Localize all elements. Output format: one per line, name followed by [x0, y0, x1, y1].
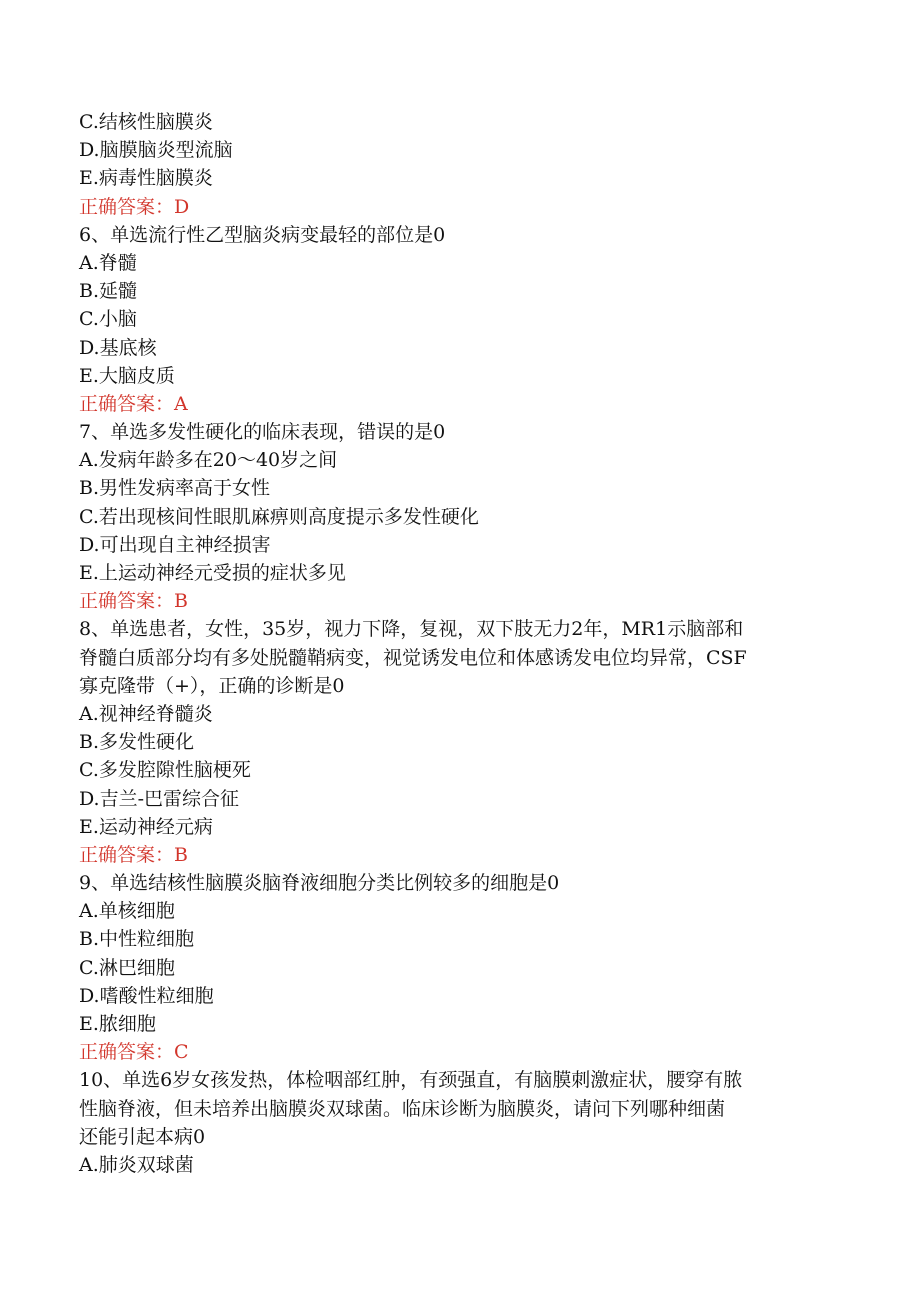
option-a: A.视神经脊髓炎: [79, 702, 213, 725]
correct-answer: 正确答案：B: [79, 590, 188, 613]
question-text: 7、单选多发性硬化的临床表现，错误的是0: [79, 421, 446, 444]
option-d: D.可出现自主神经损害: [79, 533, 271, 556]
question-text: 9、单选结核性脑膜炎脑脊液细胞分类比例较多的细胞是0: [79, 872, 560, 895]
option-d: D.脑膜脑炎型流脑: [79, 139, 233, 162]
option-b: B.男性发病率高于女性: [79, 477, 271, 500]
correct-answer: 正确答案：B: [79, 843, 188, 866]
option-c: C.结核性脑膜炎: [79, 111, 213, 133]
option-b: B.多发性硬化: [79, 731, 195, 754]
option-a: A.脊髓: [79, 251, 137, 274]
option-b: B.延髓: [79, 280, 138, 303]
question-text-line-3: 寡克隆带（+），正确的诊断是0: [79, 674, 345, 697]
question-content: [79, 108, 849, 1179]
question-text: 6、单选流行性乙型脑炎病变最轻的部位是0: [79, 223, 446, 246]
option-d: D.基底核: [79, 336, 157, 359]
option-b: B.中性粒细胞: [79, 928, 195, 951]
option-d: D.吉兰-巴雷综合征: [79, 787, 240, 810]
correct-answer: 正确答案：C: [79, 1041, 189, 1064]
option-d: D.嗜酸性粒细胞: [79, 984, 214, 1007]
option-e: E.上运动神经元受损的症状多见: [79, 562, 346, 584]
question-text-line-1: 8、单选患者，女性，35岁，视力下降，复视，双下肢无力2年，MR1示脑部和: [79, 618, 744, 641]
correct-answer: 正确答案：A: [79, 392, 188, 415]
option-e: E.脓细胞: [79, 1013, 156, 1035]
question-text-line-2: 性脑脊液，但未培养出脑膜炎双球菌。临床诊断为脑膜炎，请问下列哪种细菌: [79, 1097, 726, 1120]
question-text-line-2: 脊髓白质部分均有多处脱髓鞘病变，视觉诱发电位和体感诱发电位均异常，CSF: [79, 646, 747, 669]
option-e: E.运动神经元病: [79, 815, 213, 838]
option-a: A.单核细胞: [79, 900, 175, 923]
option-e: E.病毒性脑膜炎: [79, 167, 213, 190]
question-text-line-3: 还能引起本病0: [79, 1125, 206, 1148]
option-e: E.大脑皮质: [79, 364, 175, 387]
option-a: A.肺炎双球菌: [79, 1153, 194, 1176]
option-c: C.若出现核间性眼肌麻痹则高度提示多发性硬化: [79, 505, 479, 528]
option-c: C.淋巴细胞: [79, 956, 175, 979]
option-c: C.小脑: [79, 308, 137, 331]
option-a: A.发病年龄多在20～40岁之间: [79, 449, 338, 472]
question-text-line-1: 10、单选6岁女孩发热，体检咽部红肿，有颈强直，有脑膜刺激症状，腰穿有脓: [79, 1069, 743, 1092]
correct-answer: 正确答案：D: [79, 195, 190, 218]
option-c: C.多发腔隙性脑梗死: [79, 759, 251, 782]
